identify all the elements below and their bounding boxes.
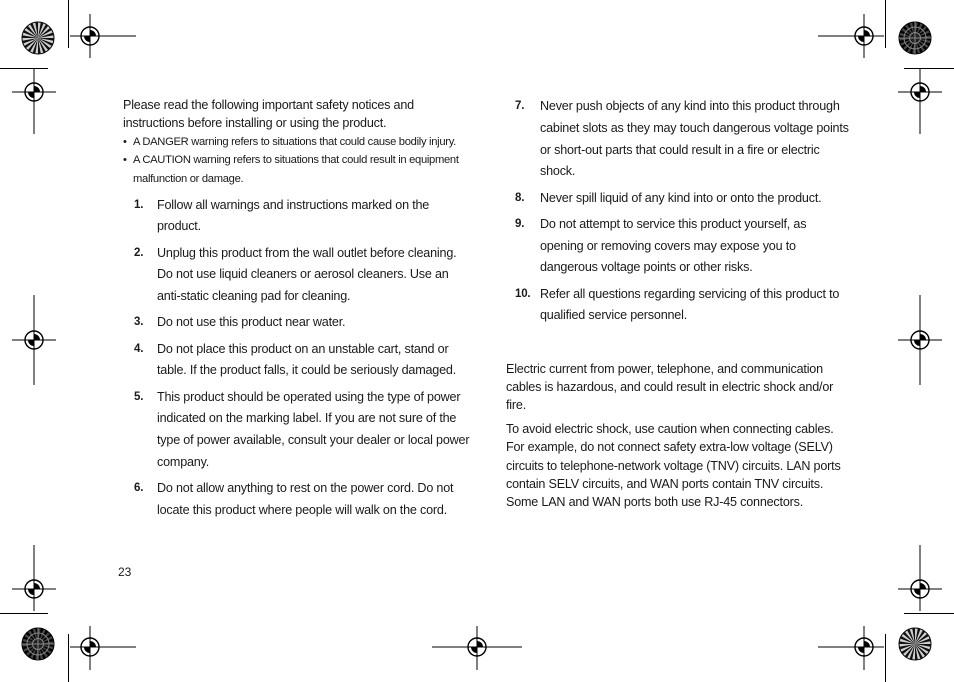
- spacer: [506, 332, 851, 360]
- item-number: 10.: [515, 287, 531, 300]
- registration-mark-icon: [12, 68, 56, 134]
- left-column: [123, 96, 473, 526]
- intro-paragraph: Please read the following important safety notices and instructions before installing or using the product.: [123, 98, 414, 131]
- item-number: 2.: [134, 246, 144, 259]
- starburst-target-icon: [898, 627, 932, 661]
- list-item: [123, 387, 473, 474]
- item-number: 1.: [134, 198, 144, 211]
- item-text: Do not attempt to service this product yourself, as opening or removing covers may expose you to dangerous voltage points or other risks.: [540, 216, 807, 275]
- bullet-list: [123, 133, 473, 189]
- item-text: Do not use this product near water.: [157, 315, 346, 330]
- electric-current-paragraph: Electric current from power, telephone, and communication cables is hazardous, and could result in electric shock and/or fire.: [506, 361, 834, 412]
- crop-line: [68, 0, 69, 48]
- item-number: 7.: [515, 100, 525, 112]
- list-item: [506, 96, 851, 183]
- crop-line: [68, 634, 69, 682]
- electric-shock-paragraph: To avoid electric shock, use caution when connecting cables. For example, do not connect safety extra-low voltage (SELV) circuits to telephone-network voltage (TNV) circuits. LAN ports contain SELV circuits, and WAN ports contain TNV circuits. Some LAN and WAN ports both use RJ-45 connectors.: [506, 422, 841, 509]
- registration-mark-icon: [12, 545, 56, 611]
- right-column: [506, 96, 851, 517]
- crop-line: [904, 613, 954, 614]
- item-text: Never spill liquid of any kind into or onto the product.: [540, 190, 822, 205]
- registration-mark-icon: [898, 545, 942, 611]
- registration-mark-icon: [898, 295, 942, 385]
- item-number: 4.: [134, 342, 144, 355]
- list-item: [123, 312, 473, 334]
- list-item: [123, 195, 473, 239]
- registration-mark-icon: [70, 626, 136, 670]
- item-text: Do not allow anything to rest on the power cord. Do not locate this product where people will walk on the cord.: [157, 481, 454, 517]
- item-text: Unplug this product from the wall outlet before cleaning. Do not use liquid cleaners or aerosol cleaners. Use an anti-static cleaning pad for cleaning.: [157, 245, 457, 304]
- crop-line: [885, 0, 886, 48]
- item-text: Follow all warnings and instructions marked on the product.: [157, 197, 430, 234]
- list-item: [123, 339, 473, 383]
- list-item: [506, 188, 851, 210]
- starburst-target-icon: [898, 21, 932, 55]
- registration-mark-icon: [12, 295, 56, 385]
- list-item: [506, 284, 851, 328]
- item-number: 5.: [134, 390, 144, 403]
- item-number: 9.: [515, 217, 525, 230]
- registration-mark-icon: [818, 14, 884, 58]
- starburst-target-icon: [21, 627, 55, 661]
- item-number: 6.: [134, 482, 144, 495]
- page-number: 23: [118, 565, 132, 579]
- starburst-target-icon: [21, 21, 55, 55]
- item-number: 8.: [515, 191, 525, 204]
- list-item: [506, 214, 851, 279]
- bullet-danger: • A DANGER warning refers to situations that could cause bodily injury.: [123, 133, 473, 152]
- registration-mark-icon: [898, 68, 942, 134]
- item-text: This product should be operated using the type of power indicated on the marking label. If you are not sure of the type of power available, consult your dealer or local power company.: [157, 389, 470, 469]
- safety-list-left: [123, 195, 473, 522]
- list-item: [123, 243, 473, 308]
- safety-list-right: [506, 96, 851, 327]
- bullet-caution: • A CAUTION warning refers to situations that could result in equipment malfunction or damage.: [123, 151, 473, 188]
- item-text: Do not place this product on an unstable cart, stand or table. If the product falls, it could be seriously damaged.: [157, 341, 457, 378]
- crop-line: [0, 613, 48, 614]
- registration-mark-icon: [818, 626, 884, 670]
- item-text: Never push objects of any kind into this product through cabinet slots as they may touch dangerous voltage points or short-out parts that could result in a fire or electric shock.: [540, 99, 849, 179]
- list-item: [123, 478, 473, 522]
- registration-mark-icon: [70, 14, 136, 58]
- registration-mark-icon: [432, 626, 522, 670]
- item-text: Refer all questions regarding servicing of this product to qualified service personnel.: [540, 286, 840, 323]
- item-number: 3.: [134, 316, 144, 329]
- crop-line: [885, 634, 886, 682]
